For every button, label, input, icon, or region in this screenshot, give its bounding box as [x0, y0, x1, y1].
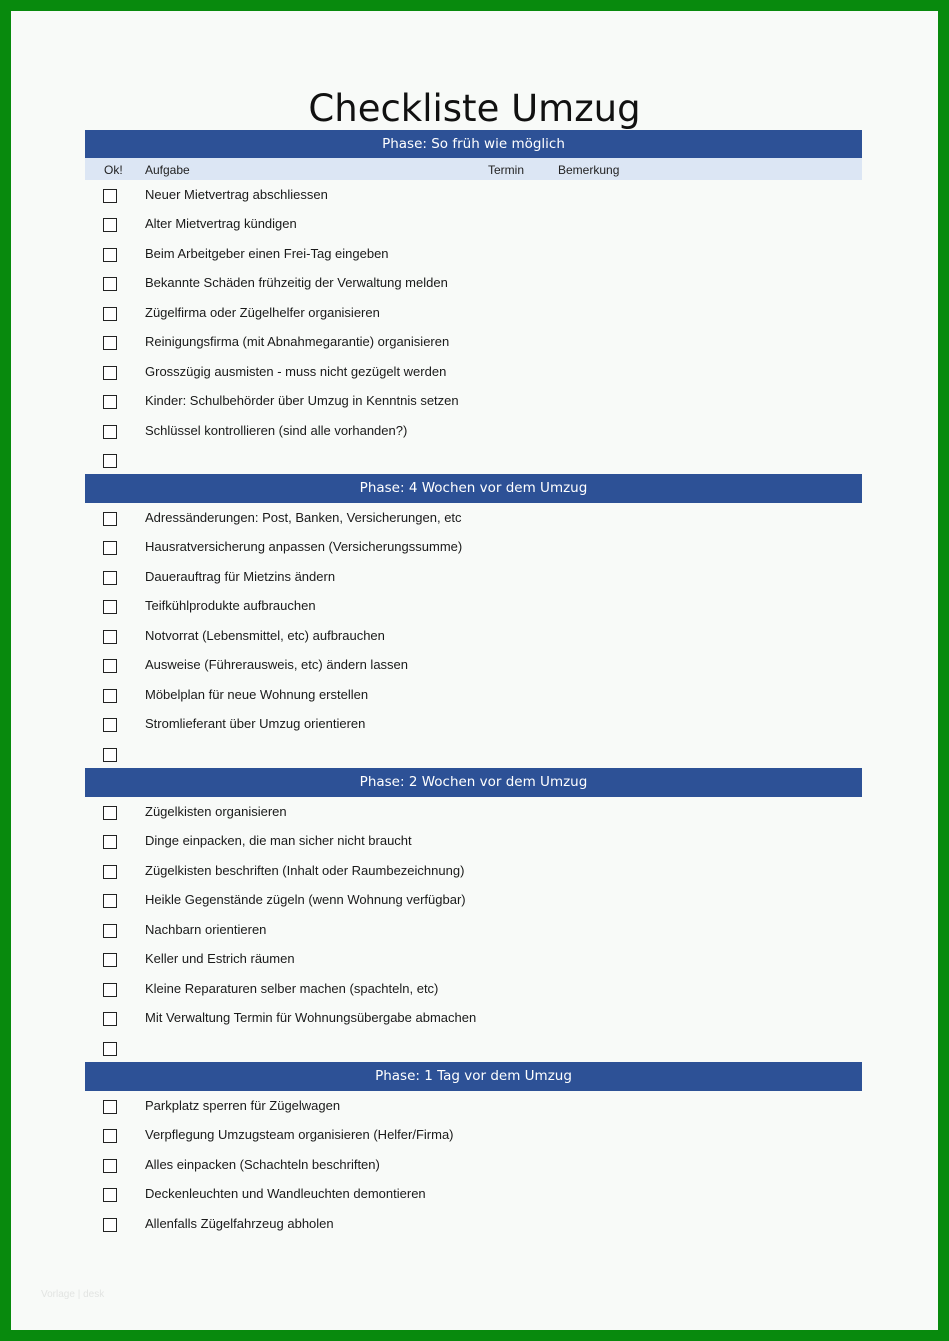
task-checkbox[interactable] [103, 953, 117, 967]
task-checkbox[interactable] [103, 689, 117, 703]
checklist-row [85, 857, 862, 886]
checklist-row [85, 798, 862, 827]
task-checkbox[interactable] [103, 600, 117, 614]
checklist-row [85, 299, 862, 328]
task-label: Notvorrat (Lebensmittel, etc) aufbrauchen [145, 627, 385, 643]
task-checkbox[interactable] [103, 1218, 117, 1232]
task-label: Parkplatz sperren für Zügelwagen [145, 1098, 341, 1113]
checklist-row [85, 622, 862, 651]
task-checkbox[interactable] [103, 748, 117, 762]
task-checkbox[interactable] [103, 366, 117, 380]
task-label: Zügelfirma oder Zügelhelfer organisieren [145, 304, 380, 320]
checklist-row [85, 710, 862, 739]
page-title: Checkliste Umzug [308, 87, 641, 130]
checklist-row [85, 827, 862, 856]
task-checkbox[interactable] [103, 1012, 117, 1026]
task-label: Allenfalls Zügelfahrzeug abholen [145, 1215, 334, 1231]
task-checkbox[interactable] [103, 218, 117, 232]
task-label: Stromlieferant über Umzug orientieren [145, 716, 366, 732]
checklist-row [85, 269, 862, 298]
checklist-row [85, 181, 862, 210]
task-label: Möbelplan für neue Wohnung erstellen [145, 686, 369, 702]
task-label: Adressänderungen: Post, Banken, Versicherungen, etc [145, 510, 462, 525]
checklist-row [85, 651, 862, 680]
column-task: Aufgabe [145, 163, 190, 177]
task-checkbox[interactable] [103, 718, 117, 732]
checklist-row [85, 681, 862, 710]
checklist-row [85, 1121, 862, 1150]
checklist-row [85, 916, 862, 945]
task-label: Dauerauftrag für Mietzins ändern [145, 568, 336, 584]
checklist-row [85, 358, 862, 387]
task-checkbox[interactable] [103, 1159, 117, 1173]
phase-header: Phase: 4 Wochen vor dem Umzug [85, 474, 862, 503]
task-label: Teifkühlprodukte aufbrauchen [145, 598, 316, 614]
task-checkbox[interactable] [103, 630, 117, 644]
checklist-row [85, 533, 862, 562]
task-label: Kleine Reparaturen selber machen (spachteln, etc) [145, 980, 439, 996]
checklist-row [85, 504, 862, 533]
checklist-sheet [11, 11, 938, 1330]
phase-header: Phase: 2 Wochen vor dem Umzug [85, 768, 862, 797]
task-label: Ausweise (Führerausweis, etc) ändern lassen [145, 657, 409, 673]
checklist-row [85, 417, 862, 446]
task-checkbox[interactable] [103, 835, 117, 849]
task-checkbox[interactable] [103, 894, 117, 908]
checklist-row [85, 945, 862, 974]
task-label: Grosszügig ausmisten - muss nicht gezügelt werden [145, 363, 447, 379]
task-label: Alter Mietvertrag kündigen [145, 216, 297, 232]
task-label: Neuer Mietvertrag abschliessen [145, 187, 328, 202]
task-checkbox[interactable] [103, 395, 117, 409]
task-checkbox[interactable] [103, 277, 117, 291]
task-label: Beim Arbeitgeber einen Frei-Tag eingeben [145, 245, 389, 261]
task-label: Schlüssel kontrollieren (sind alle vorhanden?) [145, 422, 408, 438]
task-label: Kinder: Schulbehörder über Umzug in Kenntnis setzen [145, 393, 459, 409]
phase-header: Phase: So früh wie möglich [85, 130, 862, 159]
task-checkbox[interactable] [103, 1042, 117, 1056]
checklist-row [85, 592, 862, 621]
checklist-row [85, 1034, 862, 1063]
task-checkbox[interactable] [103, 336, 117, 350]
column-note: Bemerkung [558, 163, 620, 177]
task-checkbox[interactable] [103, 1129, 117, 1143]
task-label: Zügelkisten organisieren [145, 804, 287, 819]
task-checkbox[interactable] [103, 425, 117, 439]
task-label: Keller und Estrich räumen [145, 951, 295, 967]
column-date: Termin [488, 163, 525, 177]
task-checkbox[interactable] [103, 924, 117, 938]
checklist-row [85, 1210, 862, 1239]
task-label: Deckenleuchten und Wandleuchten demontieren [145, 1186, 426, 1202]
checklist-row [85, 1151, 862, 1180]
task-label: Alles einpacken (Schachteln beschriften) [145, 1156, 380, 1172]
task-label: Verpflegung Umzugsteam organisieren (Helfer/Firma) [145, 1127, 454, 1143]
checklist-row [85, 886, 862, 915]
checklist-row [85, 240, 862, 269]
task-label: Mit Verwaltung Termin für Wohnungsübergabe abmachen [145, 1010, 477, 1026]
checklist-row [85, 1004, 862, 1033]
checklist-row [85, 1180, 862, 1209]
task-checkbox[interactable] [103, 865, 117, 879]
task-checkbox[interactable] [103, 571, 117, 585]
checklist-row [85, 387, 862, 416]
checklist-row [85, 740, 862, 769]
task-checkbox[interactable] [103, 806, 117, 820]
task-checkbox[interactable] [103, 307, 117, 321]
task-checkbox[interactable] [103, 248, 117, 262]
checklist-row [85, 446, 862, 475]
task-label: Dinge einpacken, die man sicher nicht braucht [145, 833, 412, 849]
task-checkbox[interactable] [103, 541, 117, 555]
phase-header: Phase: 1 Tag vor dem Umzug [85, 1062, 862, 1091]
watermark: Vorlage | desk [41, 1289, 105, 1300]
task-label: Hausratversicherung anpassen (Versicherungssumme) [145, 539, 463, 555]
task-label: Reinigungsfirma (mit Abnahmegarantie) organisieren [145, 334, 450, 350]
task-checkbox[interactable] [103, 1188, 117, 1202]
task-checkbox[interactable] [103, 454, 117, 468]
task-checkbox[interactable] [103, 983, 117, 997]
checklist-row [85, 563, 862, 592]
task-checkbox[interactable] [103, 659, 117, 673]
checklist-row [85, 210, 862, 239]
task-checkbox[interactable] [103, 189, 117, 203]
column-ok: Ok! [104, 163, 123, 177]
task-label: Nachbarn orientieren [145, 921, 267, 937]
task-checkbox[interactable] [103, 1100, 117, 1114]
checklist-row [85, 1092, 862, 1121]
task-checkbox[interactable] [103, 512, 117, 526]
checklist-row [85, 975, 862, 1004]
task-label: Heikle Gegenstände zügeln (wenn Wohnung verfügbar) [145, 892, 466, 908]
task-label: Bekannte Schäden frühzeitig der Verwaltung melden [145, 275, 448, 291]
task-label: Zügelkisten beschriften (Inhalt oder Raumbezeichnung) [145, 862, 465, 878]
checklist-row [85, 328, 862, 357]
column-header-row [85, 158, 862, 180]
